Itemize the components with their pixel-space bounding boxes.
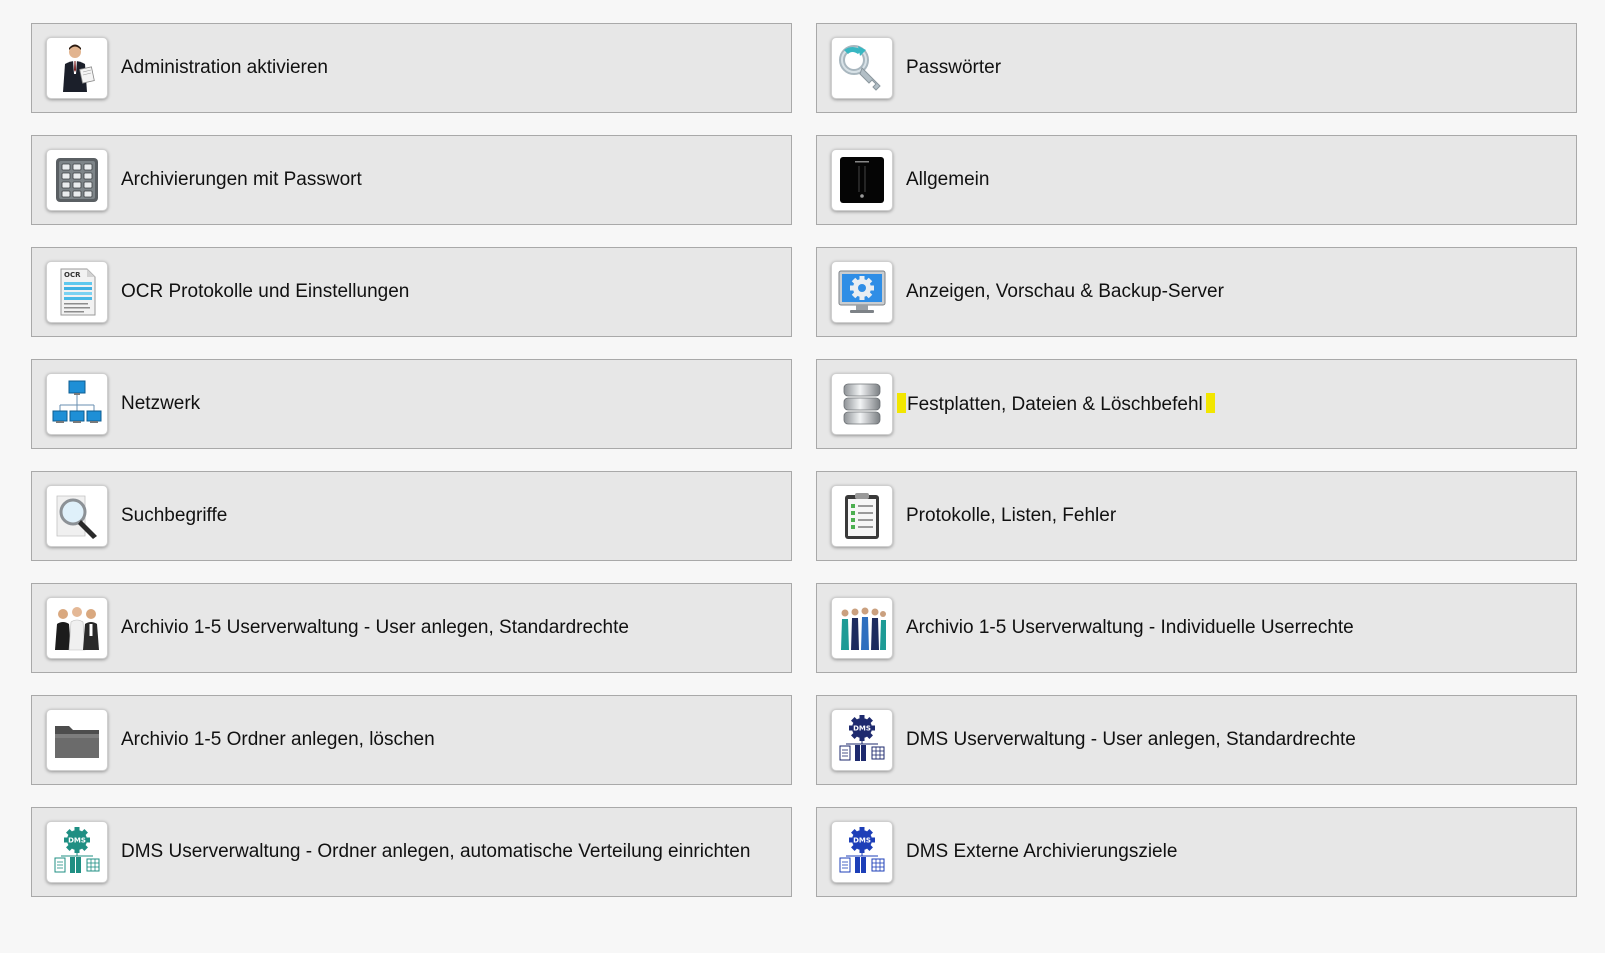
highlight-marker-right	[1206, 393, 1215, 413]
businessman-icon	[46, 37, 108, 99]
tile-label: OCR Protokolle und Einstellungen	[121, 281, 410, 302]
magnifier-icon	[46, 485, 108, 547]
tile-dms-externe-archivierungsziele[interactable]	[816, 807, 1577, 897]
dms-gear-blue-icon	[831, 821, 893, 883]
tile-administration-aktivieren[interactable]	[31, 23, 792, 113]
dms-gear-teal-icon	[46, 821, 108, 883]
ocr-badge-text: OCR	[64, 271, 81, 279]
tile-label: DMS Userverwaltung - Ordner anlegen, automatische Verteilung einrichten	[121, 841, 751, 862]
tile-archivierungen-mit-passwort[interactable]	[31, 135, 792, 225]
tile-label: Netzwerk	[121, 393, 201, 414]
dms-gear-navy-icon	[831, 709, 893, 771]
monitor-gear-icon	[831, 261, 893, 323]
tile-archivio-userverwaltung-standard[interactable]	[31, 583, 792, 673]
highlight-marker-left	[897, 393, 906, 413]
ocr-document-icon	[46, 261, 108, 323]
clipboard-icon	[831, 485, 893, 547]
tile-archivio-ordner[interactable]	[31, 695, 792, 785]
dms-badge-text: DMS	[853, 724, 871, 733]
tile-label: Passwörter	[906, 57, 1002, 78]
tile-label-highlighted	[906, 393, 1215, 416]
tile-archivio-userverwaltung-individuell[interactable]	[816, 583, 1577, 673]
tile-protokolle-listen[interactable]	[816, 471, 1577, 561]
tile-dms-ordner-verteilung[interactable]	[31, 807, 792, 897]
tile-label: Archivierungen mit Passwort	[121, 169, 362, 190]
dms-badge-text: DMS	[68, 836, 86, 845]
tile-label: Festplatten, Dateien & Löschbefehl	[907, 393, 1203, 415]
key-icon	[831, 37, 893, 99]
tile-ocr-protokolle[interactable]	[31, 247, 792, 337]
folder-icon	[46, 709, 108, 771]
tile-suchbegriffe[interactable]	[31, 471, 792, 561]
database-icon	[831, 373, 893, 435]
tile-label: DMS Externe Archivierungsziele	[906, 841, 1178, 862]
tile-label: Archivio 1-5 Userverwaltung - Individuelle Userrechte	[906, 617, 1354, 638]
tile-allgemein[interactable]	[816, 135, 1577, 225]
tile-anzeigen-vorschau[interactable]	[816, 247, 1577, 337]
tile-label: Archivio 1-5 Userverwaltung - User anlegen, Standardrechte	[121, 617, 629, 638]
tile-label: Anzeigen, Vorschau & Backup-Server	[906, 281, 1224, 302]
business-team-icon	[46, 597, 108, 659]
tile-dms-userverwaltung-standard[interactable]	[816, 695, 1577, 785]
phone-screen-icon	[831, 149, 893, 211]
tile-label: Suchbegriffe	[121, 505, 228, 526]
network-icon	[46, 373, 108, 435]
dms-badge-text: DMS	[853, 836, 871, 845]
tile-festplatten[interactable]	[816, 359, 1577, 449]
tile-netzwerk[interactable]	[31, 359, 792, 449]
tile-label: Protokolle, Listen, Fehler	[906, 505, 1117, 526]
tile-label: Administration aktivieren	[121, 57, 328, 78]
tile-label: DMS Userverwaltung - User anlegen, Standardrechte	[906, 729, 1356, 750]
tile-label: Archivio 1-5 Ordner anlegen, löschen	[121, 729, 435, 750]
tile-label: Allgemein	[906, 169, 990, 190]
tile-passwoerter[interactable]	[816, 23, 1577, 113]
user-group-icon	[831, 597, 893, 659]
keypad-icon	[46, 149, 108, 211]
